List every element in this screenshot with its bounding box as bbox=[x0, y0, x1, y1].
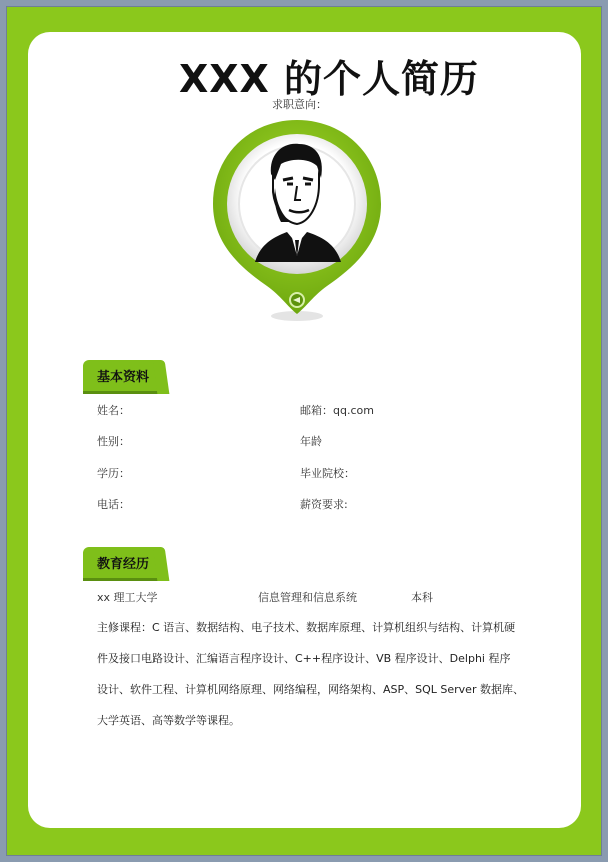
section-basic-info-heading: 基本资料 bbox=[83, 360, 161, 394]
courses-line: 设计、软件工程、计算机网络原理、网络编程，网络架构、ASP、SQL Server 数据库、 bbox=[97, 683, 524, 696]
graduated-school-field: 毕业院校： bbox=[300, 467, 355, 480]
resume-title: XXX 的个人简历 bbox=[178, 57, 480, 101]
salary-field: 薪资要求: bbox=[300, 498, 348, 511]
section-education-heading: 教育经历 bbox=[83, 547, 161, 581]
gender-field: 性别： bbox=[97, 435, 130, 448]
name-field: 姓名： bbox=[97, 404, 130, 417]
courses-line: 主修课程：C 语言、数据结构、电子技术、数据库原理、计算机组织与结构、计算机硬 bbox=[97, 621, 516, 634]
courses-line: 大学英语、高等数学等课程。 bbox=[97, 714, 240, 727]
email-field: 邮箱：qq.com bbox=[300, 404, 374, 417]
education-major: 信息管理和信息系统 bbox=[258, 591, 357, 604]
job-objective-label: 求职意向： bbox=[272, 98, 327, 111]
courses-paragraph bbox=[97, 612, 527, 736]
education-level-field: 学历： bbox=[97, 467, 130, 480]
education-school: xx 理工大学 bbox=[97, 591, 158, 604]
age-field: 年龄 bbox=[300, 435, 322, 448]
education-degree: 本科 bbox=[411, 591, 433, 604]
courses-line: 件及接口电路设计、汇编语言程序设计、C++程序设计、VB 程序设计、Delphi 程序 bbox=[97, 652, 511, 665]
photo-pin-graphic bbox=[211, 118, 383, 326]
phone-field: 电话： bbox=[97, 498, 130, 511]
